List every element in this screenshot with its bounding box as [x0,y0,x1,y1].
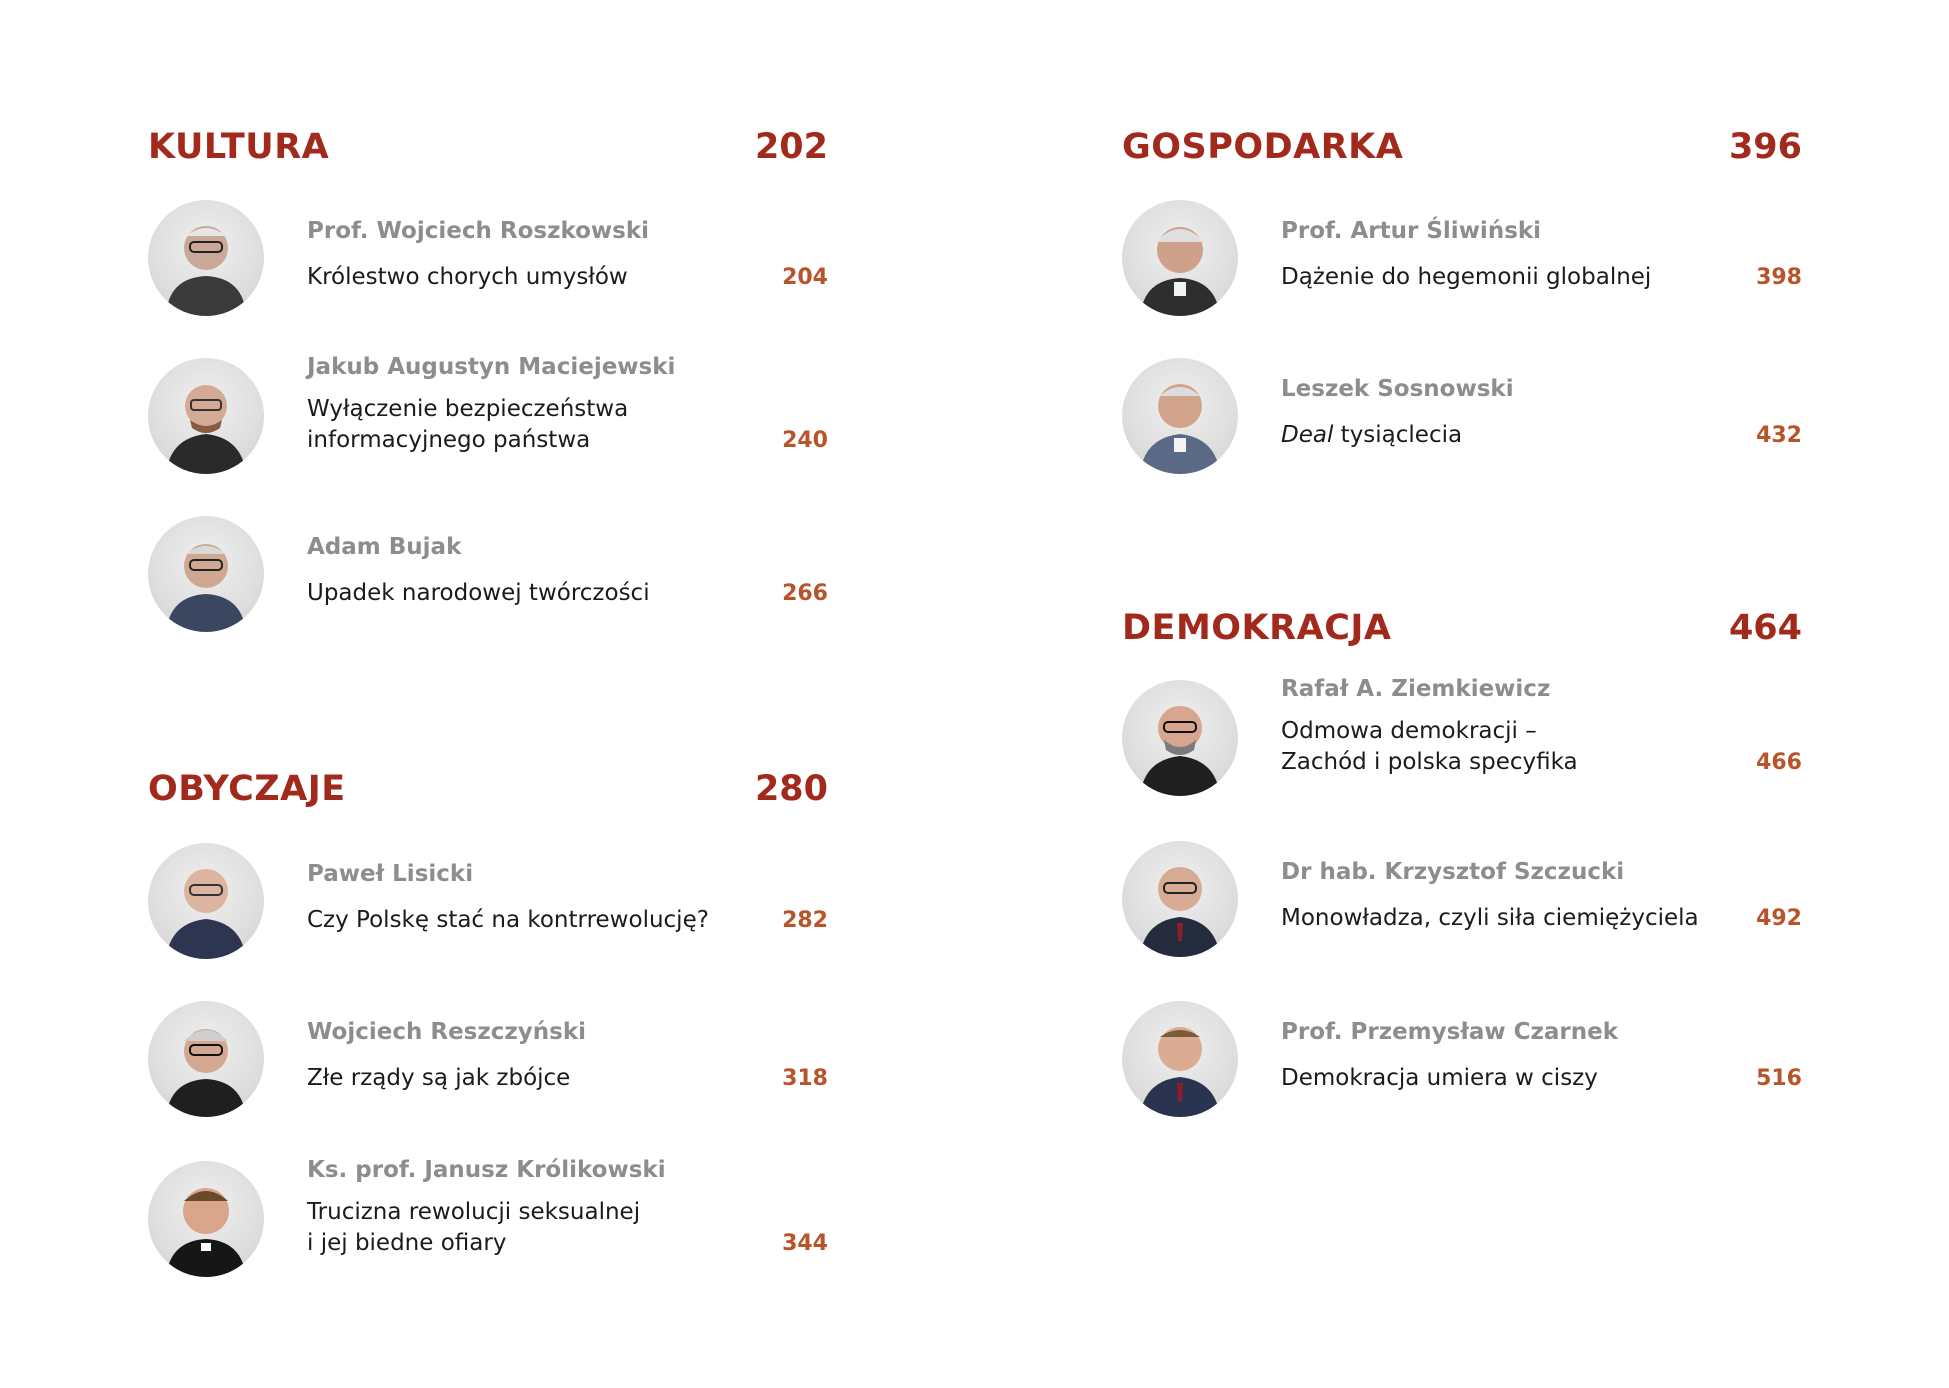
article-title: Demokracja umiera w ciszy [1281,1065,1598,1091]
article-title: Odmowa demokracji – Zachód i polska specyfika [1281,718,1578,775]
section-kultura [148,122,828,172]
author-name: Prof. Artur Śliwiński [1281,218,1542,244]
author-photo-icon [148,1161,264,1277]
toc-entry[interactable] [1122,676,1802,800]
toc-entry[interactable] [1122,841,1802,961]
article-page-number: 240 [782,428,828,453]
section-page-number: 202 [754,127,828,167]
toc-entry[interactable] [148,516,828,636]
author-photo-icon [1122,680,1238,796]
author-photo-icon [148,1001,264,1117]
article-title: Deal tysiąclecia [1281,422,1463,448]
author-photo-icon [1122,841,1238,957]
section-header [148,122,828,172]
article-page-number: 204 [782,265,828,290]
section-page-number: 396 [1728,127,1802,167]
author-name: Leszek Sosnowski [1281,376,1514,402]
article-page-number: 344 [782,1231,828,1256]
toc-entry[interactable] [148,843,828,963]
author-photo-icon [1122,1001,1238,1117]
section-title: OBYCZAJE [148,769,346,809]
toc-entry[interactable] [148,1157,828,1281]
article-page-number: 516 [1756,1066,1802,1091]
section-header [1122,603,1802,653]
toc-entry[interactable] [148,354,828,478]
article-page-number: 492 [1756,906,1802,931]
article-title: Złe rządy są jak zbójce [307,1065,571,1091]
author-photo-icon [148,200,264,316]
article-title: Wyłączenie bezpieczeństwa informacyjnego państwa [307,396,629,453]
toc-entry[interactable] [1122,200,1802,320]
article-page-number: 466 [1756,750,1802,775]
article-title: Czy Polskę stać na kontrrewolucję? [307,907,709,933]
author-photo-icon [1122,200,1238,316]
author-name: Paweł Lisicki [307,861,474,887]
author-photo-icon [148,358,264,474]
toc-right-column [1122,0,1802,1388]
toc-entry[interactable] [148,200,828,320]
section-title: KULTURA [148,127,330,167]
article-title: Dążenie do hegemonii globalnej [1281,264,1652,290]
section-page-number: 280 [754,769,828,809]
author-name: Prof. Wojciech Roszkowski [307,218,650,244]
author-photo-icon [1122,358,1238,474]
author-photo-icon [148,516,264,632]
author-name: Ks. prof. Janusz Królikowski [307,1157,666,1183]
section-demokracja [1122,603,1802,653]
section-header [148,764,828,814]
toc-entry[interactable] [1122,358,1802,478]
article-page-number: 398 [1756,265,1802,290]
author-name: Dr hab. Krzysztof Szczucki [1281,859,1625,885]
section-header [1122,122,1802,172]
author-name: Wojciech Reszczyński [307,1019,587,1045]
article-title: Trucizna rewolucji seksualnej i jej biedne ofiary [307,1199,641,1256]
toc-entry[interactable] [148,1001,828,1121]
article-page-number: 432 [1756,423,1802,448]
section-obyczaje [148,764,828,814]
article-page-number: 282 [782,908,828,933]
section-gospodarka [1122,122,1802,172]
section-title: GOSPODARKA [1122,127,1404,167]
article-title: Upadek narodowej twórczości [307,580,650,606]
article-page-number: 266 [782,581,828,606]
article-title: Monowładza, czyli siła ciemiężyciela [1281,905,1699,931]
section-title: DEMOKRACJA [1122,608,1392,648]
author-name: Prof. Przemysław Czarnek [1281,1019,1619,1045]
author-name: Jakub Augustyn Maciejewski [307,354,676,380]
article-title: Królestwo chorych umysłów [307,264,628,290]
article-page-number: 318 [782,1066,828,1091]
author-photo-icon [148,843,264,959]
toc-left-column [148,0,828,1388]
author-name: Rafał A. Ziemkiewicz [1281,676,1551,702]
toc-entry[interactable] [1122,1001,1802,1121]
author-name: Adam Bujak [307,534,462,560]
section-page-number: 464 [1728,608,1802,648]
